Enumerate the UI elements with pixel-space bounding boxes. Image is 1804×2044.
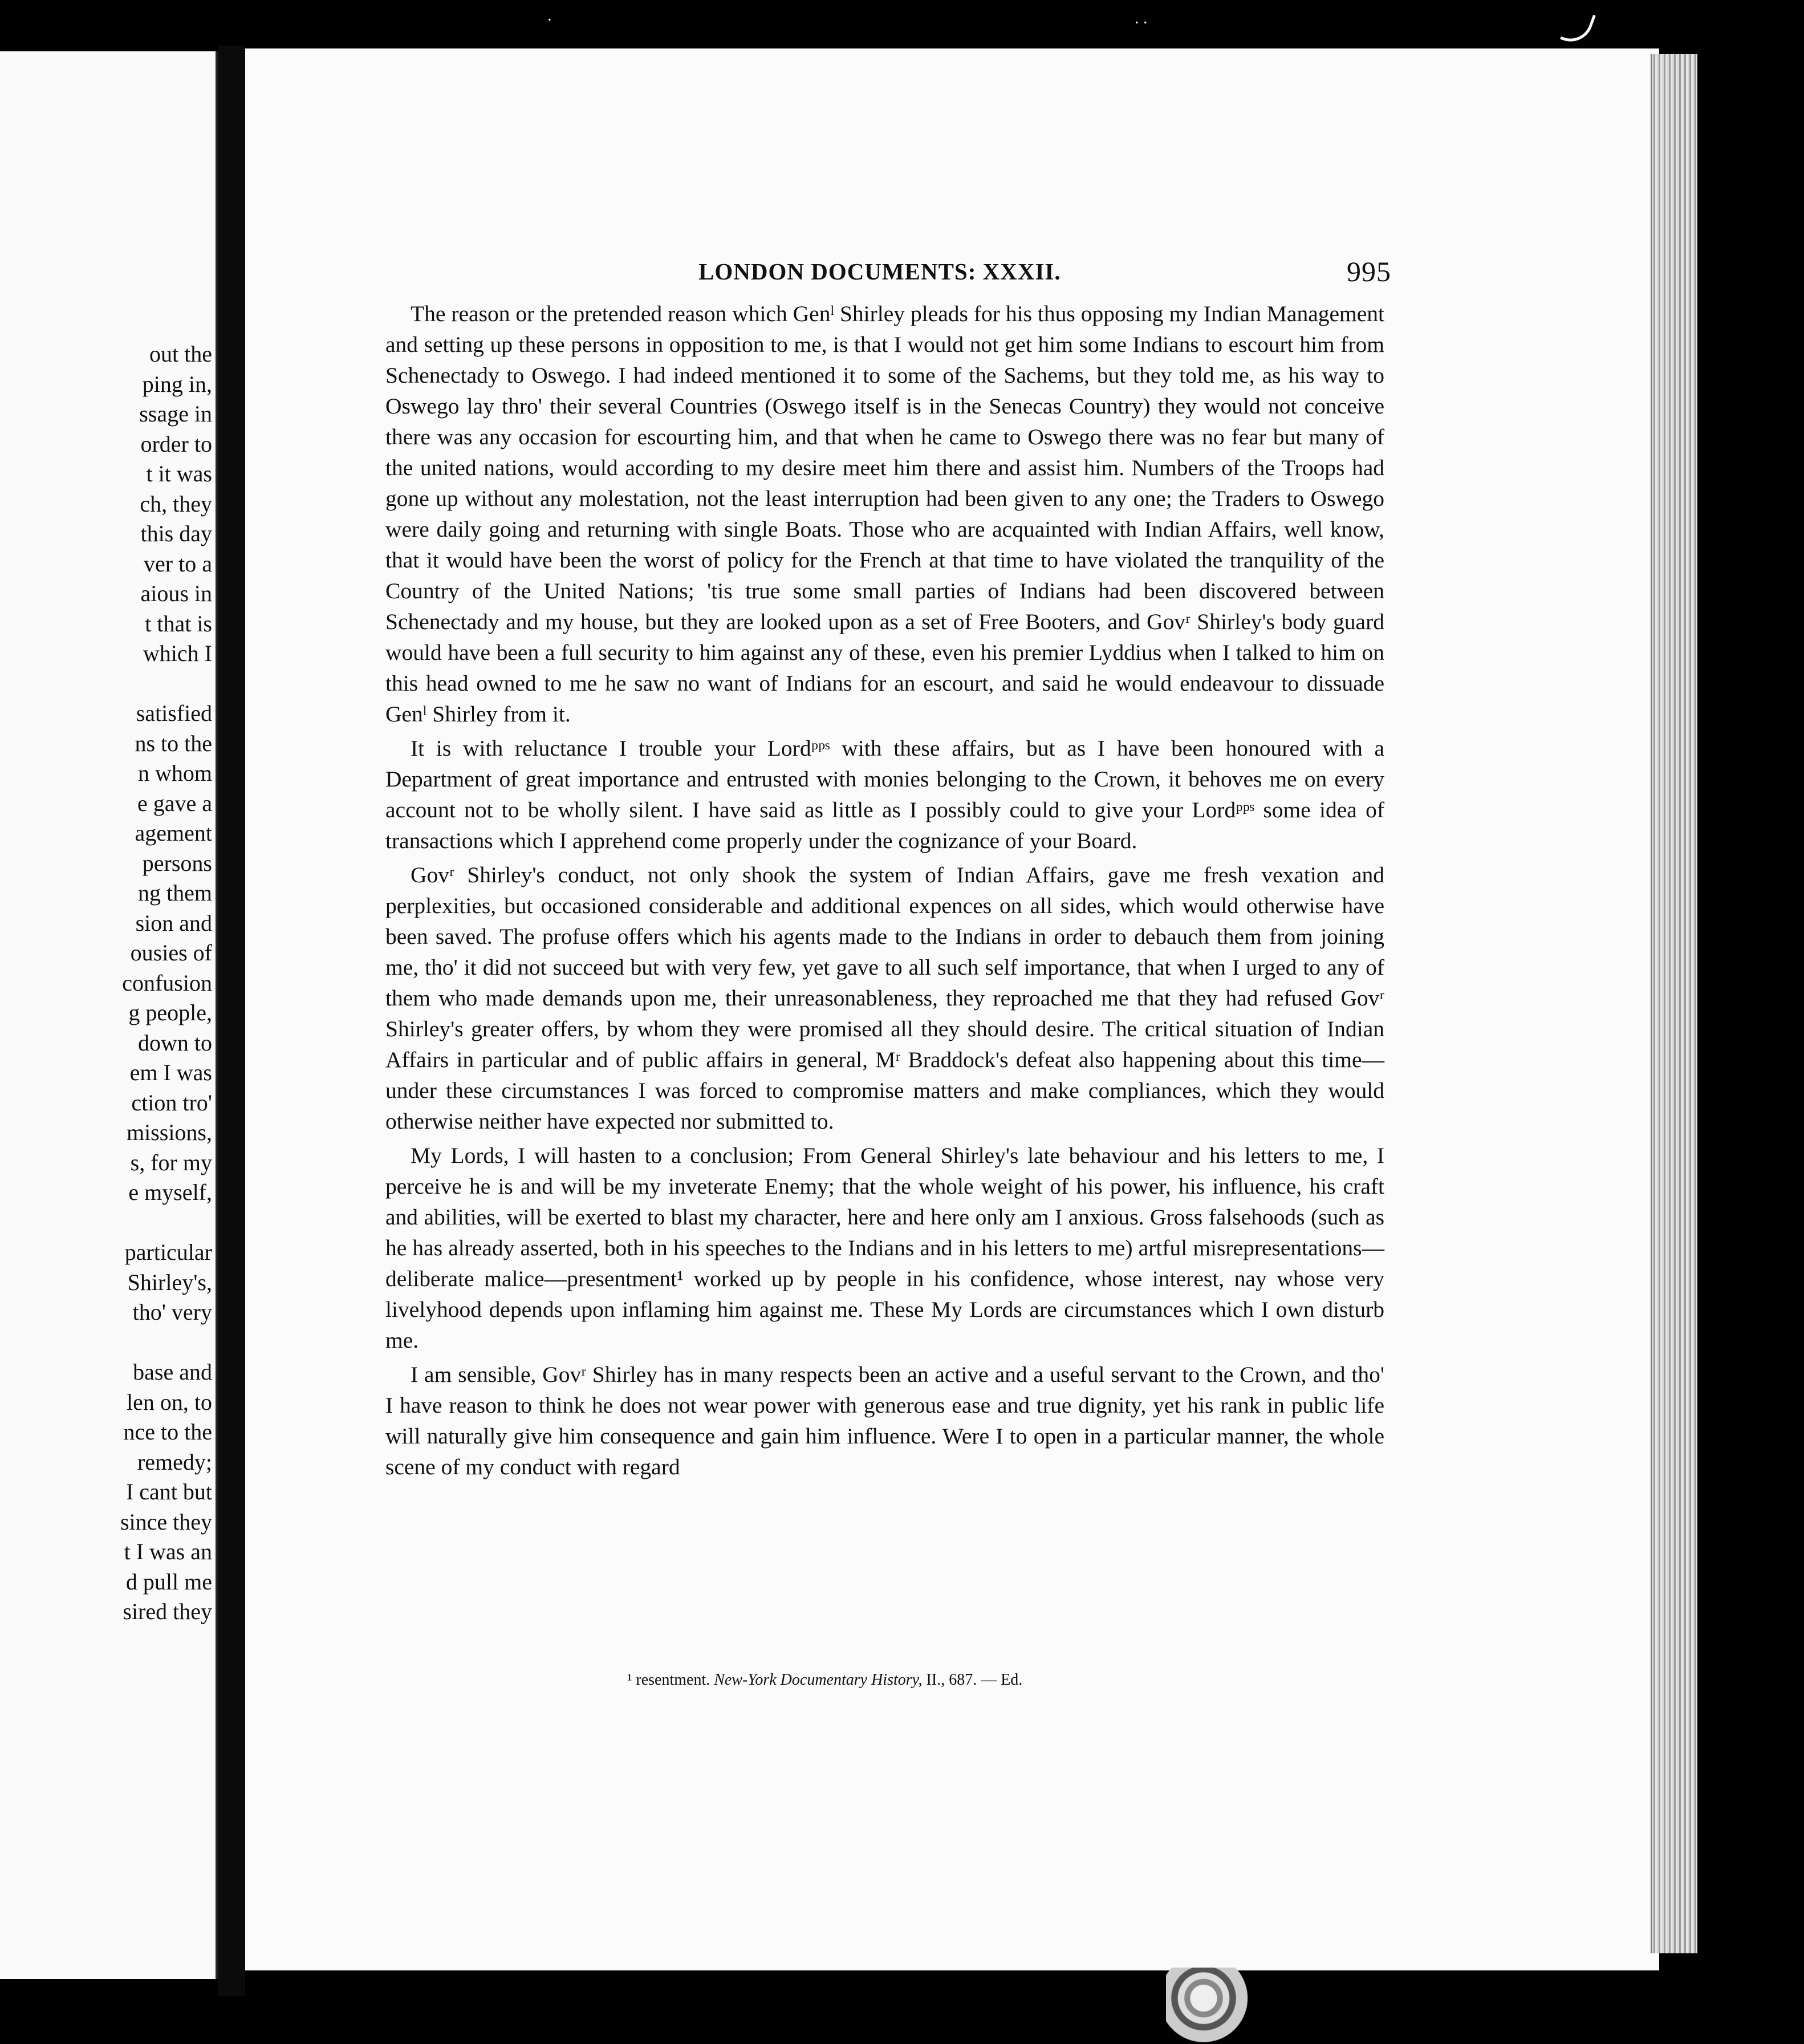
left-page-line: which I bbox=[143, 640, 212, 666]
footnote-source: New-York Documentary History, bbox=[714, 1671, 923, 1689]
left-page-line: missions, bbox=[126, 1120, 212, 1145]
left-page-line: sion and bbox=[135, 910, 212, 936]
scan-speck: . bbox=[547, 6, 552, 25]
left-page-line: remedy; bbox=[137, 1449, 212, 1475]
footnote bbox=[627, 1671, 1140, 1689]
left-page-line: ver to a bbox=[144, 550, 212, 577]
left-page-line: ssage in bbox=[139, 401, 212, 427]
footnote-ref: II., 687. — Ed. bbox=[926, 1671, 1023, 1689]
page-number: 995 bbox=[1347, 256, 1391, 287]
left-page bbox=[0, 51, 218, 1979]
left-page-line bbox=[7, 1328, 212, 1358]
left-page-line bbox=[7, 669, 212, 699]
left-page-line: sired they bbox=[123, 1599, 212, 1624]
left-page-line: out the bbox=[149, 341, 212, 367]
left-page-line: since they bbox=[120, 1508, 212, 1535]
left-page-line: persons bbox=[142, 850, 212, 876]
left-page-line: ction tro' bbox=[131, 1089, 212, 1116]
library-stamp bbox=[1166, 1968, 1260, 2044]
left-page-line: nce to the bbox=[123, 1419, 212, 1445]
left-page-line: confusion bbox=[122, 970, 212, 996]
footnote-marker: ¹ bbox=[627, 1671, 632, 1689]
left-page-line: g people, bbox=[128, 1000, 212, 1025]
left-page-line: s, for my bbox=[130, 1149, 212, 1175]
paragraph: The reason or the pretended reason which Genˡ Shirley pleads for his thus opposing my Indian Management and setting up these persons in opposition to me, is that I would not get him some Indians to escourt him from Schenectady to Oswego. I had indeed mentioned it to some of the Sachems, but they told me, as his way to Oswego lay thro' their several Countries (Oswego itself is in the Senecas Country) they would not conceive there was any occasion for escourting him, and that when he came to Oswego there was no fear but many of the united nations, would according to my desire meet him there and assist him. Numbers of the Troops had gone up without any molestation, not the least interruption had been given to any one; the Traders to Oswego were daily going and returning with single Boats. Those who are acquainted with Indian Affairs, well know, that it would have been the worst of policy for the French at that time to have violated the tranquility of the Country of the United Nations; 'tis true some small parties of Indians had been discovered between Schenectady and my house, but they are looked upon as a set of Free Booters, and Govʳ Shirley's body guard would have been a full security to him against any of these, even his premier Lyddius when I talked to him on this head owned to me he saw no want of Indians for an escourt, and said he would endeavour to dissuade Genˡ Shirley from it. bbox=[385, 301, 1384, 727]
paragraph: It is with reluctance I trouble your Lordᵖᵖˢ with these affairs, but as I have been honoured with a Department of great importance and entrusted with monies belonging to the Crown, it behoves me on every account not to be wholly silent. I have said as little as I possibly could to give your Lordᵖᵖˢ some idea of transactions which I apprehend come properly under the cognizance of your Board. bbox=[385, 736, 1384, 853]
paragraph: I am sensible, Govʳ Shirley has in many respects been an active and a useful servant to the Crown, and tho' I have reason to think he does not wear power with generous ease and true dignity, yet his rank in public life will naturally give him consequence and gain him influence. Were I to open in a particular manner, the whole scene of my conduct with regard bbox=[385, 1362, 1384, 1479]
left-page-line: aious in bbox=[140, 581, 212, 606]
left-page-line: Shirley's, bbox=[127, 1269, 212, 1295]
left-page-line: ousies of bbox=[130, 940, 212, 966]
left-page-line: ng them bbox=[138, 880, 212, 906]
left-page-line: ch, they bbox=[140, 490, 212, 517]
page-edges bbox=[1651, 54, 1697, 1953]
left-page-line: order to bbox=[140, 431, 212, 457]
left-page-line: t it was bbox=[146, 461, 212, 486]
left-page-line: ns to the bbox=[135, 730, 212, 756]
left-page-line bbox=[7, 1208, 212, 1238]
paragraph: Govʳ Shirley's conduct, not only shook the system of Indian Affairs, gave me fresh vexation and perplexities, but occasioned considerable and additional expences on all sides, which would otherwise have been saved. The profuse offers which his agents made to the Indians in order to debauch them from joining me, tho' it did not succeed but with very few, yet gave to all such self importance, that when I urged to any of them who made demands upon me, their unreasonableness, they reproached me that they had refused Govʳ Shirley's greater offers, by whom they were promised all they should desire. The critical situation of Indian Affairs in particular and of public affairs in general, Mʳ Braddock's defeat also happening about this time—under these circumstances I was forced to compromise matters and make compliances, which they would otherwise neither have expected nor submitted to. bbox=[385, 862, 1384, 1134]
left-page-line: t that is bbox=[145, 610, 212, 636]
running-header bbox=[698, 258, 1391, 298]
left-page-line: base and bbox=[133, 1359, 212, 1385]
left-page-line: em I was bbox=[129, 1060, 212, 1085]
running-title: LONDON DOCUMENTS: XXXII. bbox=[698, 258, 1061, 285]
left-page-line: n whom bbox=[138, 760, 212, 786]
left-page-line: agement bbox=[135, 820, 212, 846]
left-page-line: len on, to bbox=[127, 1389, 212, 1415]
left-page-line: d pull me bbox=[125, 1568, 212, 1595]
left-page-line: t I was an bbox=[124, 1539, 212, 1564]
left-page-line: ping in, bbox=[142, 371, 212, 397]
left-page-line: this day bbox=[140, 521, 212, 546]
scan-mark bbox=[1560, 7, 1596, 48]
left-page-line: satisfied bbox=[136, 700, 212, 726]
paragraph: My Lords, I will hasten to a conclusion; From General Shirley's late behaviour and his letters to me, I perceive he is and will be my inveterate Enemy; that the whole weight of his power, his influence, his craft and abilities, will be exerted to blast my character, here and here only am I anxious. Gross falsehoods (such as he has already asserted, both in his speeches to the Indians and in his letters to me) artful misrepresentations—deliberate malice—presentment¹ worked up by people in his confidence, whose interest, nay whose very livelyhood depends upon inflaming him against me. These My Lords are circumstances which I own disturb me. bbox=[385, 1143, 1384, 1353]
left-page-line: down to bbox=[138, 1029, 212, 1056]
body-text bbox=[385, 298, 1384, 1486]
left-page-line: e gave a bbox=[137, 790, 212, 816]
left-page-line: tho' very bbox=[132, 1299, 212, 1325]
scan-speck: . . bbox=[1135, 9, 1148, 27]
left-page-line: particular bbox=[124, 1239, 212, 1265]
left-page-line: I cant but bbox=[125, 1479, 212, 1504]
book-gutter bbox=[218, 46, 245, 1996]
footnote-text: resentment. bbox=[636, 1671, 710, 1689]
left-page-text bbox=[7, 339, 212, 1627]
left-page-line: e myself, bbox=[128, 1179, 212, 1205]
